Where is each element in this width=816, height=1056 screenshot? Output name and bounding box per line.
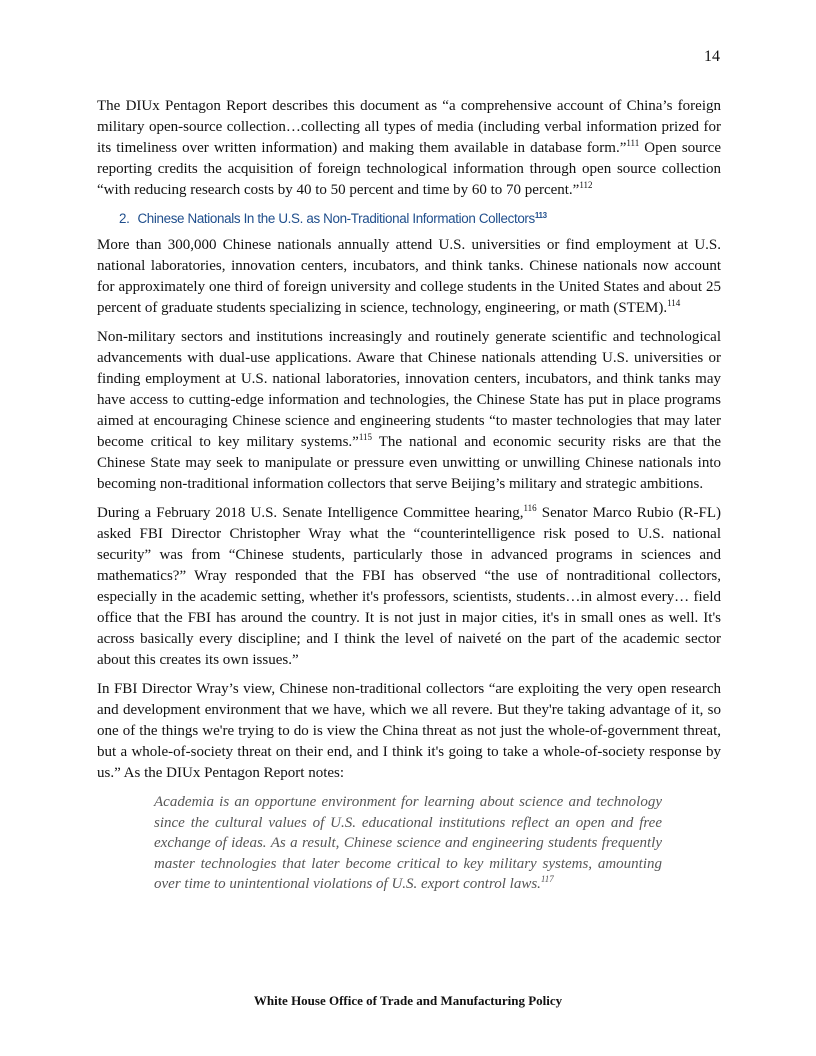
page-footer: White House Office of Trade and Manufacturing Policy (253, 993, 563, 1008)
paragraph-text: More than 300,000 Chinese nationals annually attend U.S. universities or find employment at U.S. national laboratories, innovation centers, incubators, and think tanks. Chinese nationals now account for approximately one third of foreign university and college students in the United States and about 25 percent of graduate students specializing in science, technology, engineering, or math (STEM). (97, 237, 721, 316)
page-number: 14 (704, 48, 720, 65)
paragraph-text: Open source reporting credits the acquisition of foreign technological information through open source collection “with reducing research costs by 40 to 50 percent and time by 60 to 70 percent.” (97, 140, 721, 198)
footnote-ref: 111 (626, 138, 640, 148)
paragraph-text: In FBI Director Wray’s view, Chinese non-traditional collectors “are exploiting the very open research and development environment that we have, which we all revere. But they're taking advantage of it, so one of the things we're trying to do is view the China threat as not just the whole-of-government threat, but a whole-of-society threat on their end, and I think it's going to take a whole-of-society response by us.” As the DIUx Pentagon Report notes: (97, 681, 721, 781)
footnote-ref: 115 (358, 432, 373, 442)
section-title: Chinese Nationals In the U.S. as Non-Traditional Information Collectors (137, 211, 535, 226)
footnote-ref: 113 (534, 211, 547, 220)
quote-text: Academia is an opportune environment for learning about science and technology since the cultural values of U.S. educational institutions reflect an open and free exchange of ideas. As a result, Chinese science and engineering students frequently master technologies that later become critical to key military systems, amounting over time to unintentional violations of U.S. export control laws. (154, 794, 662, 892)
section-heading (119, 209, 721, 229)
block-quote (154, 792, 662, 895)
paragraph-senate-hearing (97, 503, 721, 671)
footnote-ref: 117 (540, 874, 554, 884)
footnote-ref: 116 (523, 503, 537, 513)
section-number: 2. (119, 211, 130, 226)
paragraph-non-military (97, 327, 721, 495)
paragraph-text: Senator Marco Rubio (R-FL) asked FBI Director Christopher Wray what the “counterintelligence risk posed to U.S. national security” was from “Chinese students, particularly those in advanced programs in sciences and mathematics?” Wray responded that the FBI has observed “the use of nontraditional collectors, especially in the academic setting, whether it's professors, scientists, students…in almost every… field office that the FBI has around the country. It is not just in major cities, it's in small ones as well. It's across basically every discipline; and I think the level of naiveté on the part of the academic sector about this creates its own issues.” (97, 505, 722, 668)
footnote-ref: 114 (667, 298, 681, 308)
paragraph-text: The national and economic security risks are that the Chinese State may seek to manipulate or pressure even unwitting or unwilling Chinese nationals into becoming non-traditional information collectors that serve Beijing’s military and strategic ambitions. (97, 434, 721, 492)
paragraph-text: During a February 2018 U.S. Senate Intelligence Committee hearing, (97, 505, 524, 521)
paragraph-text: The DIUx Pentagon Report describes this document as “a comprehensive account of China’s foreign military open-source collection…collecting all types of media (including verbal information prized for its timeliness over written information) and making them available in database form.” (97, 98, 721, 156)
document-body (97, 96, 721, 895)
paragraph-diux-report (97, 96, 721, 201)
paragraph-wray-view (97, 679, 721, 784)
paragraph-chinese-nationals (97, 235, 721, 319)
paragraph-text: Non-military sectors and institutions increasingly and routinely generate scientific and technological advancements with dual-use applications. Aware that Chinese nationals attending U.S. universities or finding employment at U.S. national laboratories, innovation centers, incubators, and think tanks may have access to cutting-edge information and technologies, the Chinese State has put in place programs aimed at encouraging Chinese science and engineering students “to master technologies that may later become critical to key military systems.” (97, 329, 721, 450)
footnote-ref: 112 (579, 180, 593, 190)
